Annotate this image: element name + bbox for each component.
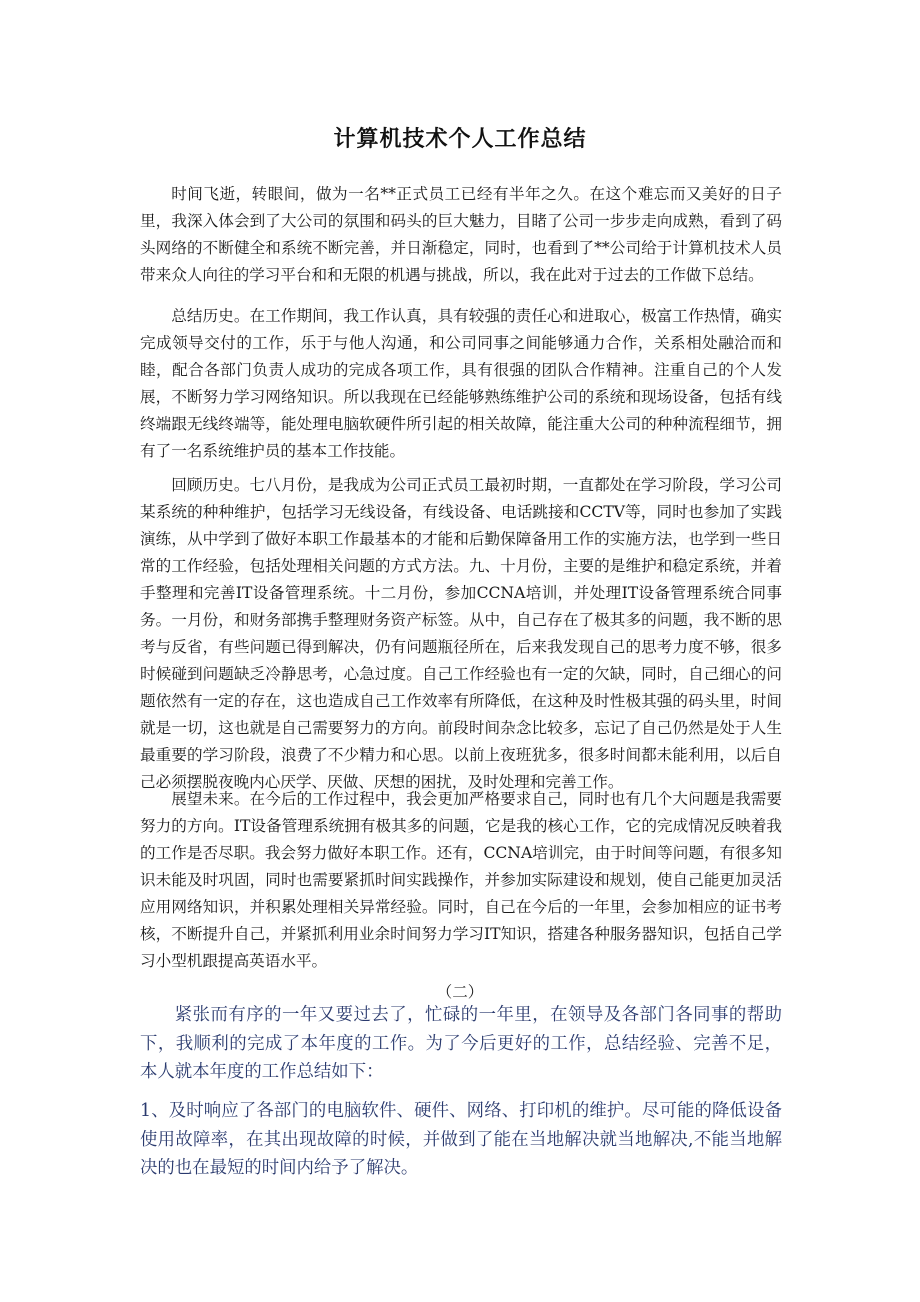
- section-two-intro: 紧张而有序的一年又要过去了，忙碌的一年里，在领导及各部门各同事的帮助下，我顺利的完成了本年度的工作。为了今后更好的工作，总结经验、完善不足，本人就本年度的工作总结如下：: [140, 1005, 782, 1082]
- paragraph-outlook: 展望未来。在今后的工作过程中，我会更加严格要求自己，同时也有几个大问题是我需要努力的方向。IT设备管理系统拥有极其多的问题，它是我的核心工作，它的完成情况反映着我的工作是否尽职。我会努力做好本职工作。还有，CCNA培训完，由于时间等问题，有很多知识未能及时巩固，同时也需要紧抓时间实践操作，并参加实际建设和规划，使自己能更加灵活应用网络知识，并积累处理相关异常经验。同时，自己在今后的一年里，会参加相应的证书考核，不断提升自己，并紧抓利用业余时间努力学习IT知识，搭建各种服务器知识，包括自己学习小型机跟提高英语水平。: [140, 790, 782, 970]
- paragraph-summary-history: 总结历史。在工作期间，我工作认真，具有较强的责任心和进取心，极富工作热情，确实完成领导交付的工作，乐于与他人沟通，和公司同事之间能够通力合作，关系相处融洽而和睦，配合各部门负责人成功的完成各项工作，具有很强的团队合作精神。注重自己的个人发展，不断努力学习网络知识。所以我现在已经能够熟练维护公司的系统和现场设备，包括有线终端跟无线终端等，能处理电脑软硬件所引起的相关故障，能注重大公司的种种流程细节，拥有了一名系统维护员的基本工作技能。: [140, 307, 782, 460]
- document-title: 计算机技术个人工作总结: [333, 127, 587, 152]
- section-two-heading: （二）: [436, 983, 484, 1001]
- paragraph-intro: 时间飞逝，转眼间，做为一名**正式员工已经有半年之久。在这个难忘而又美好的日子里，我深入体会到了大公司的氛围和码头的巨大魅力，目睹了公司一步步走向成熟，看到了码头网络的不断健全和系统不断完善，并日渐稳定，同时，也看到了**公司给于计算机技术人员带来众人向往的学习平台和和无限的机遇与挑战，所以，我在此对于过去的工作做下总结。: [140, 185, 782, 284]
- section-two-item-1: 1、及时响应了各部门的电脑软件、硬件、网络、打印机的维护。尽可能的降低设备使用故障率，在其出现故障的时候，并做到了能在当地解决就当地解决,不能当地解决的也在最短的时间内给予了解决。: [140, 1101, 782, 1178]
- paragraph-review-history: 回顾历史。七八月份，是我成为公司正式员工最初时期，一直都处在学习阶段，学习公司某系统的种种维护，包括学习无线设备，有线设备、电话跳接和CCTV等，同时也参加了实践演练，从中学到了做好本职工作最基本的才能和后勤保障备用工作的实施方法，也学到一些日常的工作经验，包括处理相关问题的方式方法。九、十月份，主要的是维护和稳定系统，并着手整理和完善IT设备管理系统。十二月份，参加CCNA培训，并处理IT设备管理系统合同事务。一月份，和财务部携手整理财务资产标签。从中，自己存在了极其多的问题，我不断的思考与反省，有些问题已得到解决，仍有问题瓶径所在，后来我发现自己的思考力度不够，很多时候碰到问题缺乏冷静思考，心急过度。自己工作经验也有一定的欠缺，同时，自己细心的问题依然有一定的存在，这也造成自己工作效率有所降低，在这种及时性极其强的码头里，时间就是一切，这也就是自己需要努力的方向。前段时间杂念比较多，忘记了自己仍然是处于人生最重要的学习阶段，浪费了不少精力和心思。以前上夜班犹多，很多时间都未能利用，以后自己必须摆脱夜晚内心厌学、厌做、厌想的困扰，及时处理和完善工作。: [140, 476, 782, 791]
